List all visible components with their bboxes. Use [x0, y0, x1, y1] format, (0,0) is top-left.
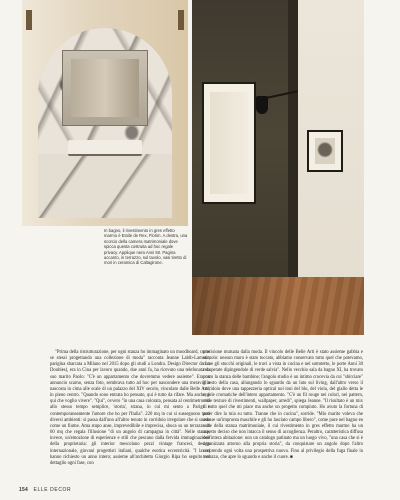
magazine-name: ELLE DECOR [33, 487, 72, 493]
marble-counter [38, 154, 172, 218]
marble-arch-niche [38, 28, 172, 218]
body-paragraph: "Prima della ristrutturazione, per ogni stanza ho immaginato un moodboard, come se stessi progettando una collezione di moda" racconta Jeanne Labib-Lamour, parigina sbarcata a Milano nel 2015 dopo gli studi a Londra. Design Director da La Doubles), era in Cina per lavoro quando, due anni fa, ha ricevuto una telefonata da suo marito Paolo: "C'è un appartamento che dovremmo vedere assieme". Era un annuncio scarno, senza foto, sembrava tutto ad hoc per nascondere una meraviglia nascosta in cima alle scale di un palazzo del XIV secolo, vincolato dalle Belle Arti, in pieno centro. "Quando sono entrata ho pensato, qui è tutto da rifare. Ma anche, è qui che voglio vivere". "Qui", ovvero "in una casa colorata, pensata al centimetro ma allo stesso tempo semplice, 'storta', strana, in cui mi sento a Parigi e contemporaneamente l'amore che ho per l'Italia". 220 mq in cui si susseguono tanti diversi ambienti: si passa dall'uno all'altro tenuto in corridoio irregolare che si snoda come un fiume. Ama stupo anse, imprevedibile e imprecisa, sbuca su un terrazzo di 60 mq che regala l'illusione "di un angolo di campagna in città". Nelle stanze, invece, un'emozione di esperienze e stili che pescano dalla fervida immaginazione della proprietaria: gli interior mescolano pezzi vintage francesi, design internazionale, giovani progettisti italiani, qualche esotica eccentricità. "I lavori hanno richiesto un anno intero; assieme all'architetto Giorgio Ripa ho seguito nel dettaglio ogni fase, con [50, 350, 210, 466]
wall-lamp [178, 10, 184, 30]
page-number: 154 [19, 487, 28, 493]
body-column-left [50, 350, 210, 467]
folio [19, 487, 71, 493]
black-sconce-lamp [256, 96, 268, 114]
body-paragraph: precisione mutuata dalla moda. Il vincolo delle Belle Arti è stato assieme gabbia e stimolo: nessun muro è stato toccato, abbiamo conservato tutto quel che potevamo, come gli stucchi originali, le travi a vista in cucina e nel sottotetto, le porte Anni 30 recuperate dipingendole di verde salvia". Nello vecchio sala da bagno XI, ha trovato posto la stanza delle bambine; l'angolo studio è un intimo crocevia da cui "sbirciare" il resto della casa, allungando lo sguardo da un lato sul living, dall'altro verso il corridoio dove una tappezzeria optical noi toni del blu, del viola, del giallo detta le regole cromatiche dell'intero appartamento. "C'è un fil rouge nei colori, nei pattern, nelle texture di rivestimenti, wallpaper, arredi", spiega Jeanne. "Il risultato è un mix di tutto quel che mi piace ma anche un progetto compiuto. Ho avuto la fortuna di poter dire la mia su tutto. Tranne che in cucina", sorride. "Mio marito voleva che avesse un'impronta maschile e gli ho lasciato campo libero", come pure nel bagno en suite della stanza matrimoniale, il cui rivestimento in gres effetto marmo ha un aspetto deciso che non intacca il senso di accoglienza. Peraltro, caratteristica diffusa dell'intera abitazione: non un catalogo patinato ma un luogo vivo, "una casa che si è organizzata attorno alla propria storia", da conquistare un angolo dopo l'altro scoprendo ogni volta una prospettiva nuova. Fino al privilegio della fuga finale in terrazzo, che apre lo sguardo e anche il cuore. ■ [203, 350, 363, 460]
mirror [62, 50, 148, 126]
body-column-right [203, 350, 363, 461]
framed-photo [307, 130, 343, 172]
bathroom-photo [22, 0, 188, 226]
wall-lamp [26, 10, 32, 30]
photo-caption: In bagno, il rivestimento in gres effetto marmo è Etoile de Rex, Florim. A destra, una scorcio della camera matrimoniale dove spicca questa costruita ad hoc regale privacy. Applique nera Anni 50. Pagina accanto, in terrazzo, sul tavolo, vasi tiretto di mori in ceramica di Caltagirone. [104, 228, 188, 266]
hallway-photo [192, 0, 364, 335]
sink [68, 140, 142, 156]
framed-artwork [202, 82, 256, 204]
